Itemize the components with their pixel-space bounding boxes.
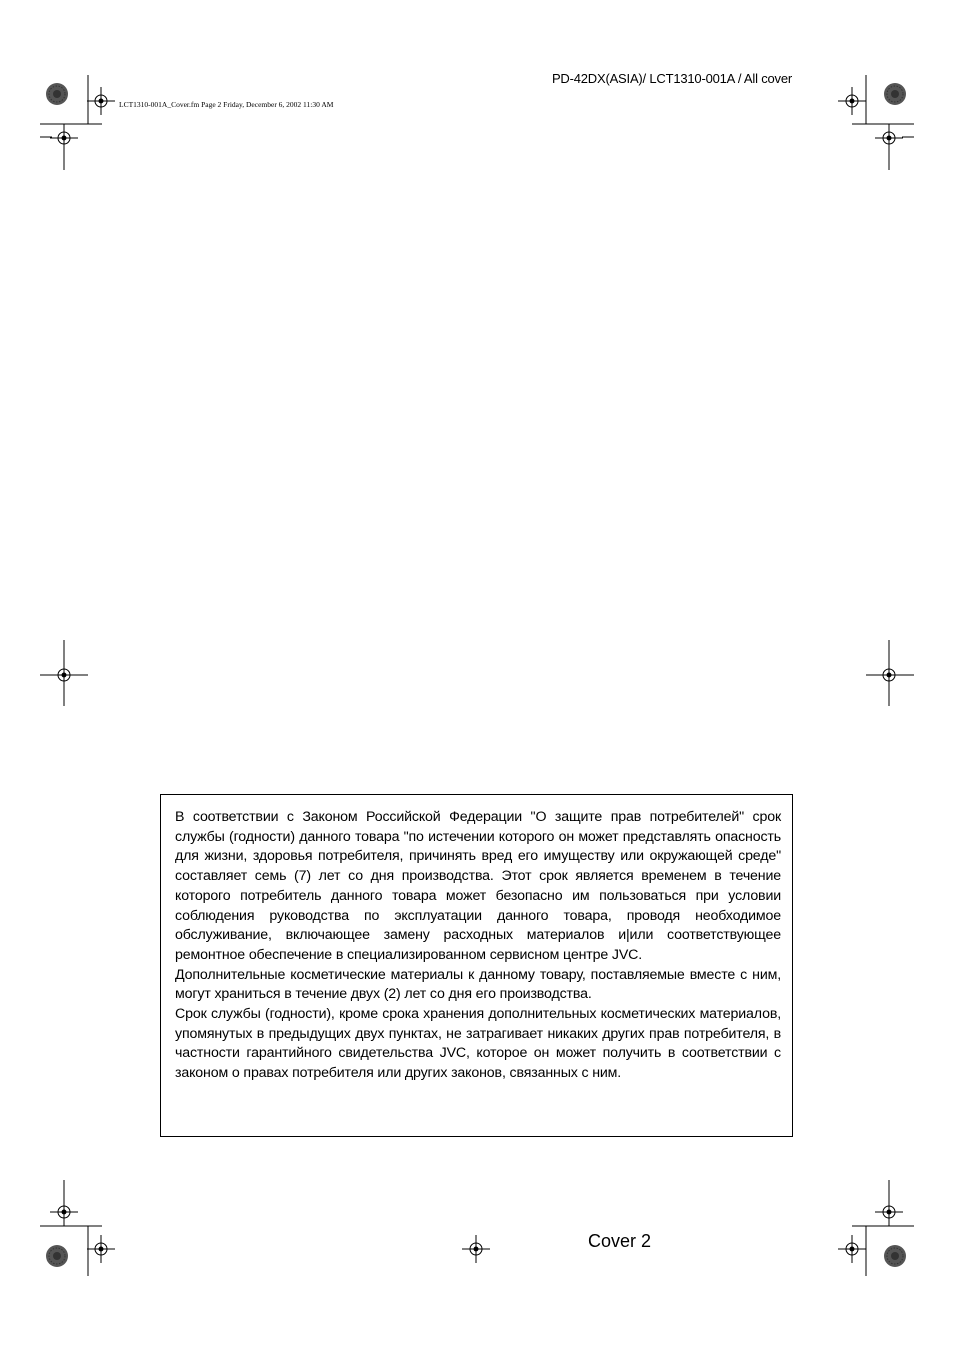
notice-paragraph-rights: Срок службы (годности), кроме срока хранения дополнительных косметических материалов, упомянутых в предыдущих двух пунктах, не затрагивает никаких других прав потребителя, в частности гарантийного свидетельства JVC, которое он может получить в соответствии с законом о правах потребителя или других законов, связанных с ним. bbox=[175, 1006, 781, 1082]
page-number: Cover 2 bbox=[588, 1231, 652, 1251]
notice-paragraph-lifetime: В соответствии с Законом Российской Федерации "О защите прав потребителей" срок службы (годности) данного товара "по истечении которого он может представлять опасность для жизни, здоровья потребителя, причинять вред его имуществу или окружающей среде" составляет семь (7) лет со дня производства. Этот срок является временем в течение которого потребитель данного товара может безопасно им пользоваться при условии соблюдения руководства по эксплуатации данного товара, проводя необходимое обслуживание, включающее замену расходных материалов и|или соответствующее ремонтное обеспечение в специализированном сервисном центре JVC. bbox=[175, 809, 781, 963]
file-info: LCT1310-001A_Cover.fm Page 2 Friday, December 6, 2002 11:30 AM bbox=[119, 100, 334, 109]
notice-paragraph-cosmetics: Дополнительные косметические материалы к данному товару, поставляемые вместе с ним, могут храниться в течение двух (2) лет со дня его производства. bbox=[175, 966, 781, 1003]
header-document-id: PD-42DX(ASIA)/ LCT1310-001A / All cover bbox=[551, 71, 792, 86]
consumer-rights-notice bbox=[160, 794, 793, 1137]
